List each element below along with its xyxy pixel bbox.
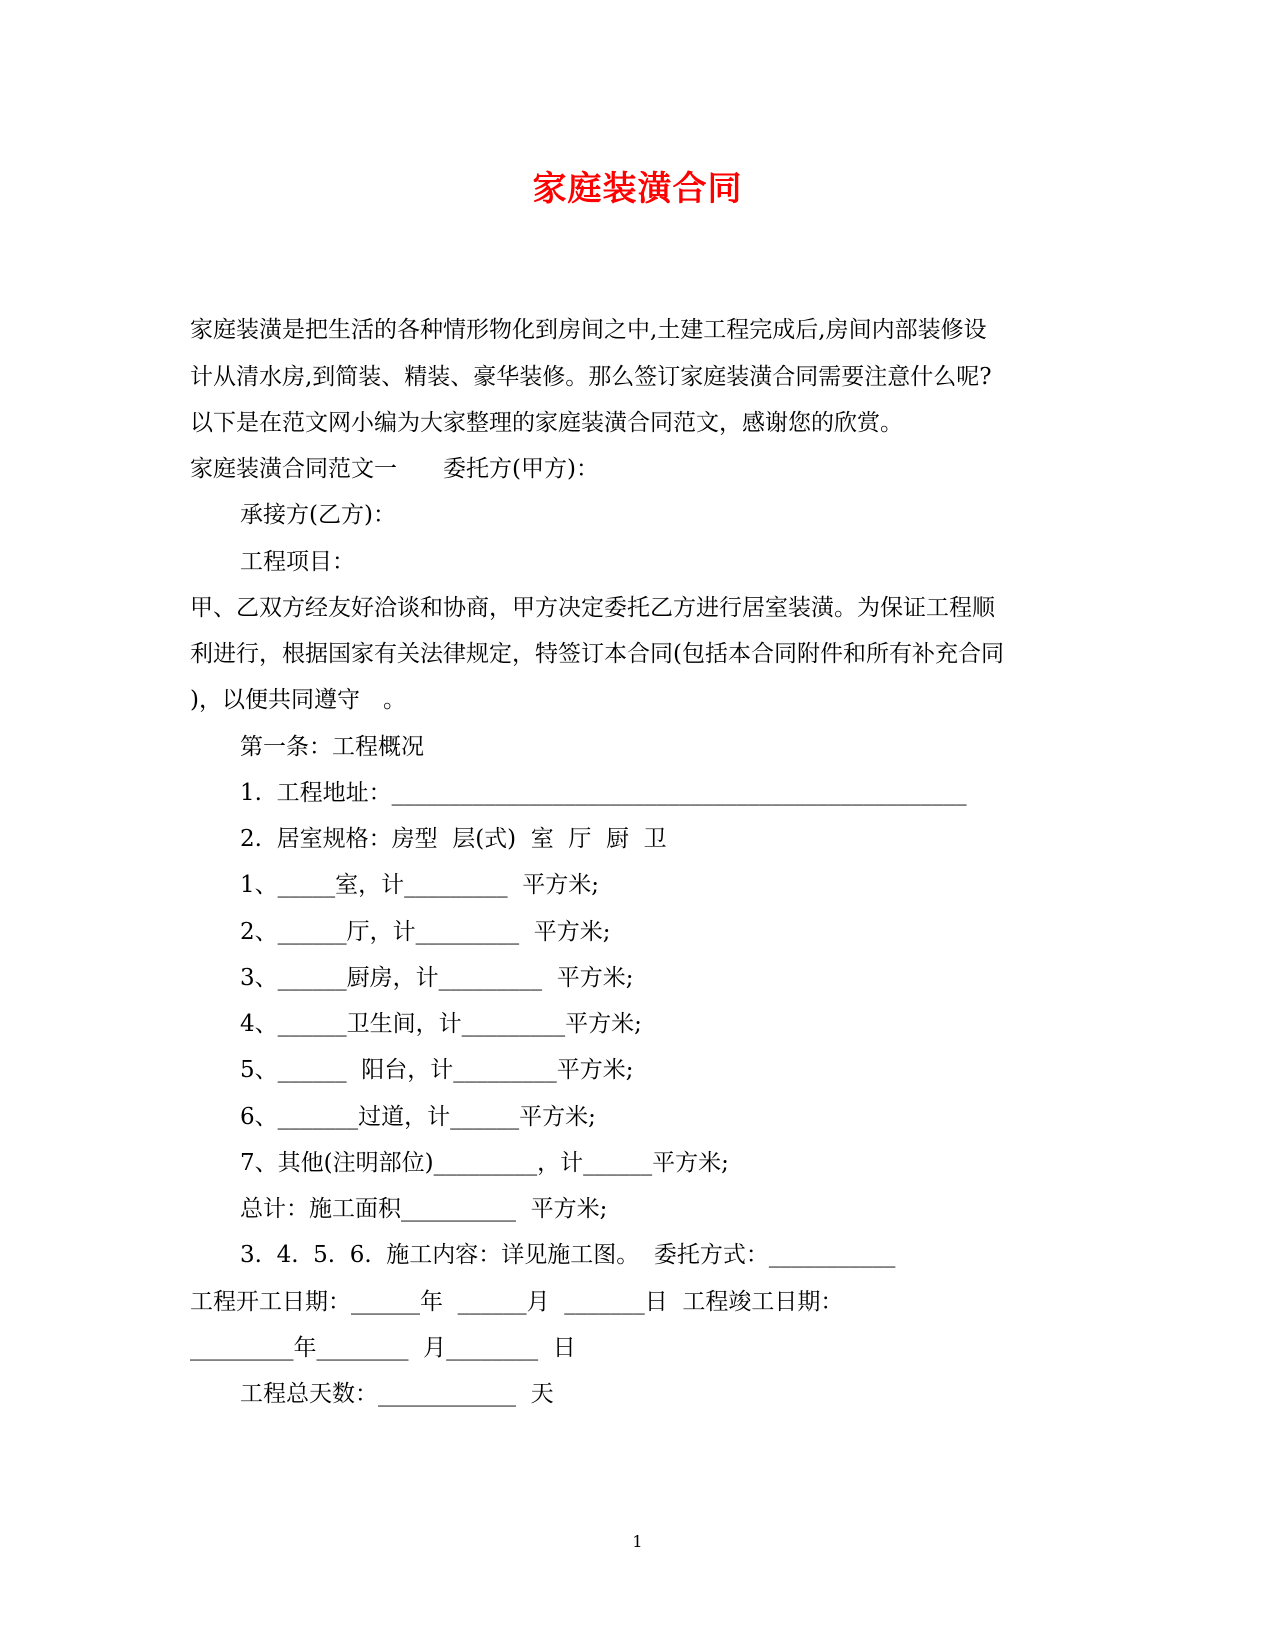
- body-line: 以下是在范文网小编为大家整理的家庭装潢合同范文，感谢您的欣赏。: [190, 410, 903, 436]
- form-field-line: 6、_______过道，计______平方米;: [240, 1104, 596, 1130]
- clause-heading: 第一条：工程概况: [240, 734, 424, 760]
- form-field-line: 总计：施工面积__________ 平方米;: [240, 1196, 608, 1222]
- document-title: 家庭装潢合同: [532, 169, 743, 209]
- body-line: )，以便共同遵守 。: [190, 687, 406, 713]
- form-field-line: 5、______ 阳台，计_________平方米;: [240, 1057, 634, 1083]
- body-line: 承接方(乙方)：: [240, 502, 396, 528]
- form-field-line: _________年________ 月________ 日: [190, 1335, 576, 1361]
- section-heading-line: 家庭装潢合同范文一 委托方(甲方)：: [190, 456, 599, 482]
- body-line: 计从清水房,到简装、精装、豪华装修。那么签订家庭装潢合同需要注意什么呢?: [190, 364, 992, 390]
- form-field-line: 3、______厨房，计_________ 平方米;: [240, 965, 634, 991]
- form-field-line: 3. 4. 5. 6. 施工内容：详见施工图。 委托方式：___________: [240, 1242, 896, 1268]
- form-field-line: 工程开工日期：______年 ______月 _______日 工程竣工日期：: [190, 1289, 844, 1315]
- page-number: 1: [632, 1532, 643, 1551]
- form-field-line: 7、其他(注明部位)_________，计______平方米;: [240, 1150, 729, 1176]
- form-field-line: 4、______卫生间，计_________平方米;: [240, 1011, 642, 1037]
- form-field-line: 2、______厅，计_________ 平方米;: [240, 919, 611, 945]
- body-line: 利进行，根据国家有关法律规定，特签订本合同(包括本合同附件和所有补充合同: [190, 641, 1004, 667]
- form-field-line: 工程总天数：____________ 天: [240, 1381, 554, 1407]
- form-field-line: 1、_____室，计_________ 平方米;: [240, 872, 600, 898]
- body-line: 家庭装潢是把生活的各种情形物化到房间之中,土建工程完成后,房间内部装修设: [190, 317, 987, 343]
- body-line: 甲、乙双方经友好洽谈和协商，甲方决定委托乙方进行居室装潢。为保证工程顺: [190, 595, 995, 621]
- body-line: 工程项目：: [240, 549, 355, 575]
- form-field-line: 2. 居室规格：房型 层(式) 室 厅 厨 卫: [240, 826, 667, 852]
- form-field-line: 1. 工程地址：__________________________________________________: [240, 780, 967, 806]
